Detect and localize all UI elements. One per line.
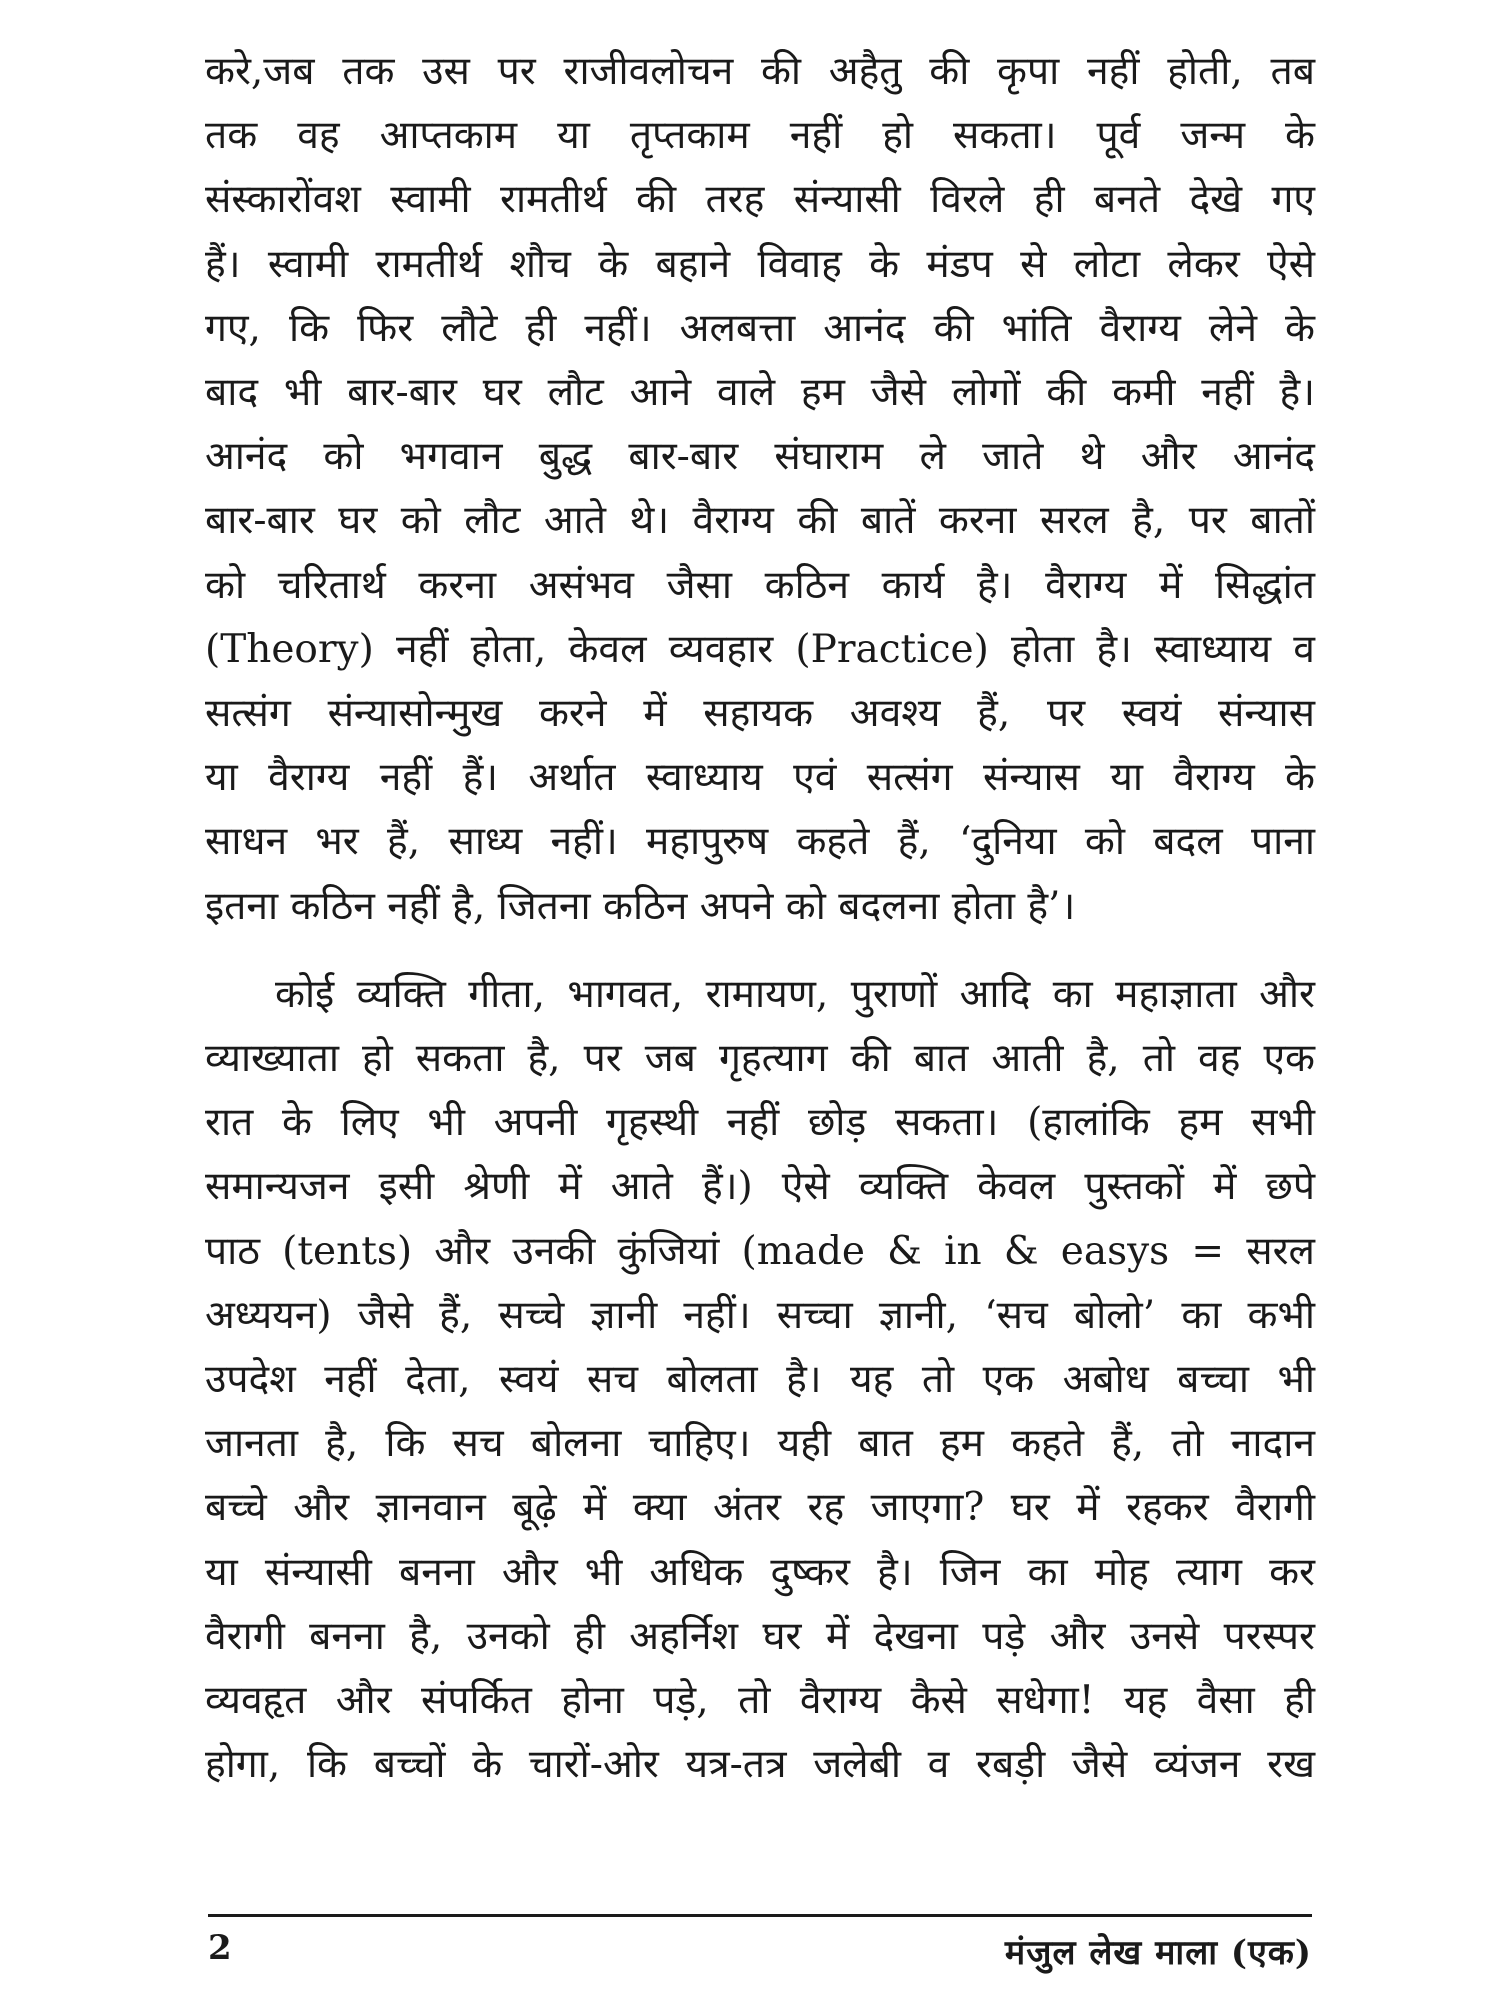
text-line: व्यवहृत और संपर्कित होना पड़े, तो वैराग्य कैसे सधेगा! यह वैसा ही <box>205 1678 1315 1724</box>
text-line: इतना कठिन नहीं है, जितना कठिन अपने को बदलना होता है’। <box>205 883 1076 929</box>
text-line: (Theory) नहीं होता, केवल व्यवहार (Practice) होता है। स्वाध्याय व <box>205 626 1315 672</box>
text-line: या वैराग्य नहीं हैं। अर्थात स्वाध्याय एवं सत्संग संन्यास या वैराग्य के <box>205 755 1315 801</box>
text-line: बच्चे और ज्ञानवान बूढ़े में क्या अंतर रह जाएगा? घर में रहकर वैरागी <box>205 1485 1315 1531</box>
text-line: बाद भी बार-बार घर लौट आने वाले हम जैसे लोगों की कमी नहीं है। <box>205 370 1315 416</box>
text-line: उपदेश नहीं देता, स्वयं सच बोलता है। यह तो एक अबोध बच्चा भी <box>205 1357 1315 1403</box>
paragraph-2 <box>205 963 1315 1798</box>
footer-divider <box>208 1914 1312 1917</box>
text-line: हैं। स्वामी रामतीर्थ शौच के बहाने विवाह के मंडप से लोटा लेकर ऐसे <box>205 241 1315 287</box>
text-line: साधन भर हैं, साध्य नहीं। महापुरुष कहते हैं, ‘दुनिया को बदल पाना <box>205 819 1315 865</box>
text-line: कोई व्यक्ति गीता, भागवत, रामायण, पुराणों आदि का महाज्ञाता और <box>275 971 1315 1017</box>
text-line: अध्ययन) जैसे हैं, सच्चे ज्ञानी नहीं। सच्चा ज्ञानी, ‘सच बोलो’ का कभी <box>205 1292 1315 1338</box>
text-line: गए, कि फिर लौटे ही नहीं। अलबत्ता आनंद की भांति वैराग्य लेने के <box>205 305 1315 351</box>
text-line: सत्संग संन्यासोन्मुख करने में सहायक अवश्य हैं, पर स्वयं संन्यास <box>205 691 1315 737</box>
text-line: करे,जब तक उस पर राजीवलोचन की अहैतु की कृपा नहीं होती, तब <box>205 49 1315 94</box>
text-line: आनंद को भगवान बुद्ध बार-बार संघाराम ले जाते थे और आनंद <box>205 434 1315 480</box>
text-line: तक वह आप्तकाम या तृप्तकाम नहीं हो सकता। पूर्व जन्म के <box>205 113 1315 159</box>
text-line: वैरागी बनना है, उनको ही अहर्निश घर में देखना पड़े और उनसे परस्पर <box>205 1613 1315 1659</box>
page-body <box>205 40 1315 1797</box>
page-number: 2 <box>208 1928 232 1968</box>
text-line: बार-बार घर को लौट आते थे। वैराग्य की बातें करना सरल है, पर बातों <box>205 498 1315 544</box>
text-line: जानता है, कि सच बोलना चाहिए। यही बात हम कहते हैं, तो नादान <box>205 1421 1315 1467</box>
series-title: मंजुल लेख माला (एक) <box>1004 1933 1312 1973</box>
text-line: पाठ (tents) और उनकी कुंजियां (made & in & easys = सरल <box>205 1228 1315 1274</box>
text-line: या संन्यासी बनना और भी अधिक दुष्कर है। जिन का मोह त्याग कर <box>205 1549 1315 1595</box>
text-line: समान्यजन इसी श्रेणी में आते हैं।) ऐसे व्यक्ति केवल पुस्तकों में छपे <box>205 1164 1315 1210</box>
text-line: होगा, कि बच्चों के चारों-ओर यत्र-तत्र जलेबी व रबड़ी जैसे व्यंजन रख <box>205 1742 1315 1788</box>
text-line: रात के लिए भी अपनी गृहस्थी नहीं छोड़ सकता। (हालांकि हम सभी <box>205 1100 1315 1146</box>
text-line: व्याख्याता हो सकता है, पर जब गृहत्याग की बात आती है, तो वह एक <box>205 1036 1315 1082</box>
page-footer <box>208 1928 1312 1978</box>
paragraph-1 <box>205 40 1315 939</box>
text-line: संस्कारोंवश स्वामी रामतीर्थ की तरह संन्यासी विरले ही बनते देखे गए <box>205 177 1315 223</box>
text-line: को चरितार्थ करना असंभव जैसा कठिन कार्य है। वैराग्य में सिद्धांत <box>205 562 1315 608</box>
